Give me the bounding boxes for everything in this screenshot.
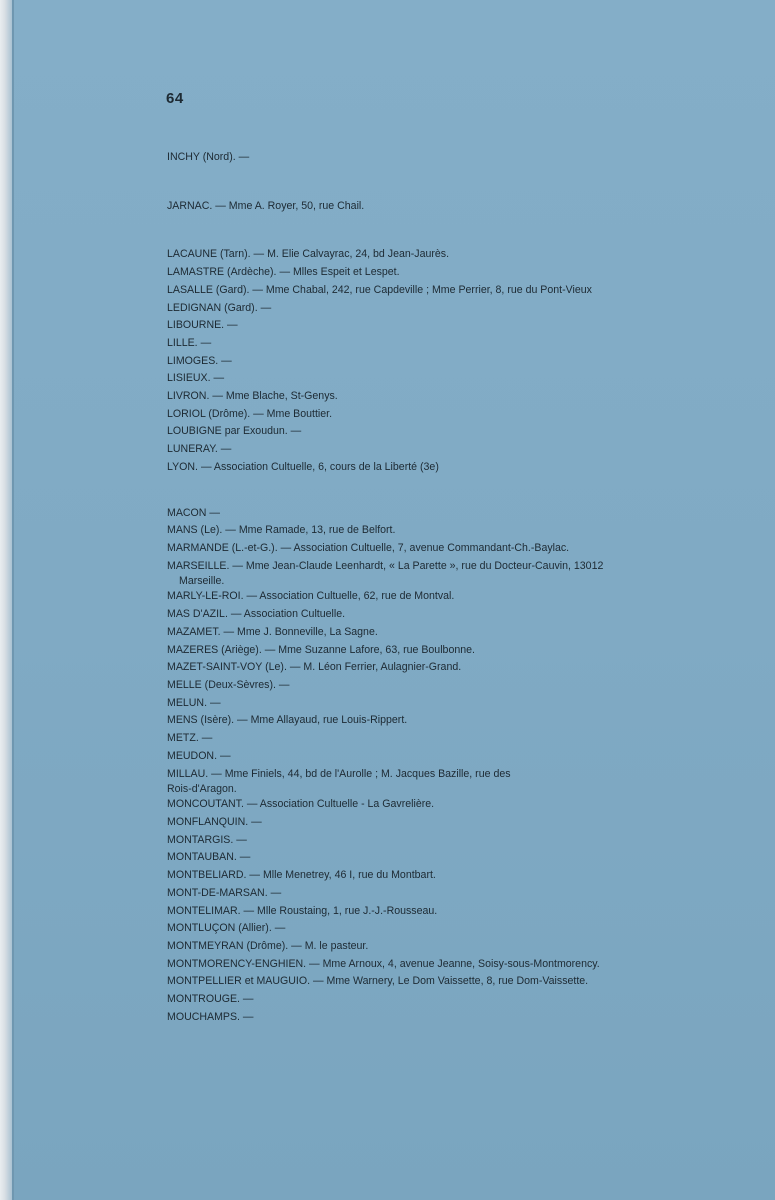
entry-macon: MACON — xyxy=(167,506,220,519)
entry-montpellier-mauguio: MONTPELLIER et MAUGUIO. — Mme Warnery, Le Dom Vaissette, 8, rue Dom-Vaissette. xyxy=(167,975,589,988)
entry-marmande: MARMANDE (L.-et-G.). — Association Cultuelle, 7, avenue Commandant-Ch.-Baylac. xyxy=(167,541,570,554)
entry-moncoutant: MONCOUTANT. — Association Cultuelle - La Gavrelière. xyxy=(167,798,435,811)
entry-millau-line2: Rois-d'Aragon. xyxy=(167,782,237,795)
entry-marseille xyxy=(167,559,687,590)
group-j xyxy=(167,199,687,214)
entry-lyon: LYON. — Association Cultuelle, 6, cours de la Liberté (3e) xyxy=(167,460,439,473)
entry-montmeyran: MONTMEYRAN (Drôme). — M. le pasteur. xyxy=(167,939,369,952)
entry-montelimar: MONTELIMAR. — Mlle Roustaing, 1, rue J.-J.-Rousseau. xyxy=(167,904,438,917)
entry-montargis: MONTARGIS. — xyxy=(167,833,247,846)
entry-montbeliard: MONTBELIARD. — Mlle Menetrey, 46 I, rue du Montbart. xyxy=(167,869,436,882)
entry-montrouge: MONTROUGE. — xyxy=(167,993,254,1006)
entry-lamastre: LAMASTRE (Ardèche). — Mlles Espeit et Lespet. xyxy=(167,266,400,279)
group-gap xyxy=(167,216,687,247)
page-number: 64 xyxy=(166,90,184,107)
page-left-edge xyxy=(0,0,12,1200)
group-gap xyxy=(167,478,687,506)
entry-montauban: MONTAUBAN. — xyxy=(167,851,251,864)
entry-limoges: LIMOGES. — xyxy=(167,354,232,367)
entry-mans: MANS (Le). — Mme Ramade, 13, rue de Belfort. xyxy=(167,524,396,537)
entry-mazamet: MAZAMET. — Mme J. Bonneville, La Sagne. xyxy=(167,625,378,638)
entry-montlucon: MONTLUÇON (Allier). — xyxy=(167,922,286,935)
entry-loriol: LORIOL (Drôme). — Mme Bouttier. xyxy=(167,407,333,420)
entry-jarnac: JARNAC. — Mme A. Royer, 50, rue Chail. xyxy=(167,199,365,212)
entry-meudon: MEUDON. — xyxy=(167,749,231,762)
group-l xyxy=(167,247,687,475)
entry-lacaune: LACAUNE (Tarn). — M. Elie Calvayrac, 24, bd Jean-Jaurès. xyxy=(167,248,450,261)
entry-mont-de-marsan: MONT-DE-MARSAN. — xyxy=(167,886,282,899)
entry-millau xyxy=(167,767,687,798)
page-edge-shadow xyxy=(12,0,14,1200)
entry-melun: MELUN. — xyxy=(167,696,221,709)
entry-inchy: INCHY (Nord). — xyxy=(167,151,250,163)
entry-livron: LIVRON. — Mme Blache, St-Genys. xyxy=(167,390,338,403)
entry-luneray: LUNERAY. — xyxy=(167,443,232,456)
entry-libourne: LIBOURNE. — xyxy=(167,319,238,332)
entry-metz: METZ. — xyxy=(167,732,213,745)
entry-marseille-line1: MARSEILLE. — Mme Jean-Claude Leenhardt, « La Parette », rue du Docteur-Cauvin, 13012 xyxy=(167,559,604,572)
entry-lasalle: LASALLE (Gard). — Mme Chabal, 242, rue Capdeville ; Mme Perrier, 8, rue du Pont-Vieux xyxy=(167,283,592,296)
entry-mas-d-azil: MAS D'AZIL. — Association Cultuelle. xyxy=(167,608,346,621)
directory-listing xyxy=(167,150,687,1027)
entry-lisieux: LISIEUX. — xyxy=(167,372,225,385)
entry-ledignan: LEDIGNAN (Gard). — xyxy=(167,301,272,314)
entry-loubigne: LOUBIGNE par Exoudun. — xyxy=(167,425,302,438)
entry-monflanquin: MONFLANQUIN. — xyxy=(167,816,262,829)
group-gap xyxy=(167,168,687,199)
entry-lille: LILLE. — xyxy=(167,336,212,349)
entry-mouchamps: MOUCHAMPS. — xyxy=(167,1010,254,1023)
group-i xyxy=(167,150,687,165)
entry-mazeres: MAZERES (Ariège). — Mme Suzanne Lafore, 63, rue Boulbonne. xyxy=(167,643,475,656)
group-m xyxy=(167,506,687,1026)
entry-millau-line1: MILLAU. — Mme Finiels, 44, bd de l'Aurolle ; M. Jacques Bazille, rue des xyxy=(167,767,511,780)
entry-montmorency-enghien: MONTMORENCY-ENGHIEN. — Mme Arnoux, 4, avenue Jeanne, Soisy-sous-Montmorency. xyxy=(167,957,600,970)
entry-mazet-saint-voy: MAZET-SAINT-VOY (Le). — M. Léon Ferrier, Aulagnier-Grand. xyxy=(167,661,462,674)
entry-marly-le-roi: MARLY-LE-ROI. — Association Cultuelle, 62, rue de Montval. xyxy=(167,590,455,603)
entry-marseille-line2: Marseille. xyxy=(179,575,225,588)
entry-melle: MELLE (Deux-Sèvres). — xyxy=(167,678,290,691)
entry-mens: MENS (Isère). — Mme Allayaud, rue Louis-Rippert. xyxy=(167,714,408,727)
